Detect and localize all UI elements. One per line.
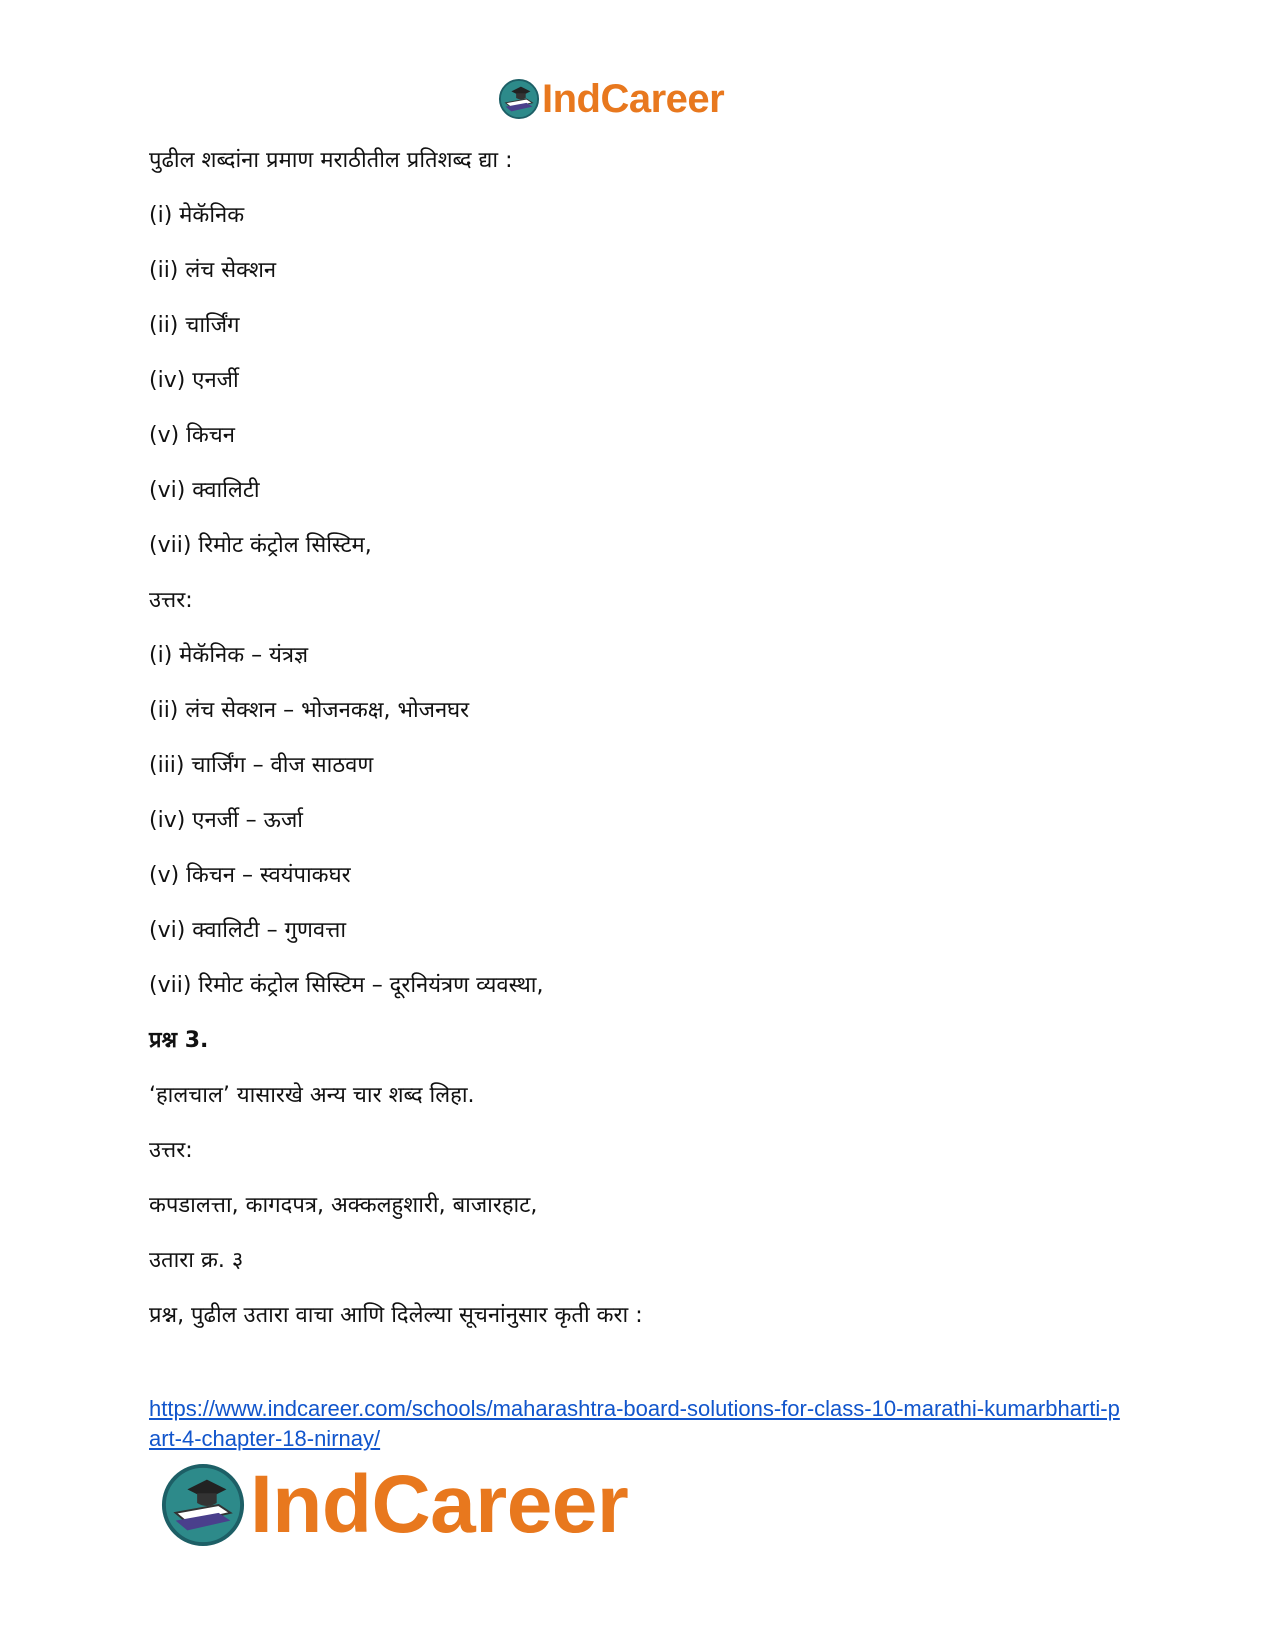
document-body <box>149 146 1149 1356</box>
answer-item: (i) मेकॅनिक – यंत्रज्ञ <box>149 643 309 668</box>
passage-instruction: प्रश्न, पुढील उतारा वाचा आणि दिलेल्या सूचनांनुसार कृती करा : <box>149 1303 643 1328</box>
question-text: ‘हालचाल’ यासारखे अन्य चार शब्द लिहा. <box>149 1083 475 1108</box>
passage-number: उतारा क्र. ३ <box>149 1248 244 1273</box>
answer-label: उत्तर: <box>149 588 193 613</box>
globe-book-icon <box>498 78 540 120</box>
answer-item: (iv) एनर्जी – ऊर्जा <box>149 808 303 833</box>
globe-book-icon <box>160 1462 246 1548</box>
list-item: (ii) चार्जिंग <box>149 313 240 338</box>
answer-item: (iii) चार्जिंग – वीज साठवण <box>149 753 374 778</box>
answer-item: (ii) लंच सेक्शन – भोजनकक्ष, भोजनघर <box>149 698 470 723</box>
source-link[interactable]: https://www.indcareer.com/schools/maharashtra-board-solutions-for-class-10-marathi-kumarbharti-part-4-chapter-18-nirnay/ <box>149 1396 1120 1451</box>
list-item: (v) किचन <box>149 423 235 448</box>
logo-wordmark: IndCareer <box>542 77 725 121</box>
list-item: (iv) एनर्जी <box>149 368 239 393</box>
answer-text: कपडालत्ता, कागदपत्र, अक्कलहुशारी, बाजारहाट, <box>149 1193 538 1218</box>
logo-wordmark: IndCareer <box>250 1459 629 1550</box>
list-item: (i) मेकॅनिक <box>149 203 245 228</box>
footer-logo <box>160 1460 628 1550</box>
answer-item: (vi) क्वालिटी – गुणवत्ता <box>149 918 347 943</box>
header-logo <box>498 78 724 120</box>
list-item: (vii) रिमोट कंट्रोल सिस्टिम, <box>149 533 372 558</box>
question-number: प्रश्न 3. <box>149 1028 209 1053</box>
question-heading: पुढील शब्दांना प्रमाण मराठीतील प्रतिशब्द द्या : <box>149 148 513 173</box>
answer-label: उत्तर: <box>149 1138 193 1163</box>
list-item: (ii) लंच सेक्शन <box>149 258 277 283</box>
list-item: (vi) क्वालिटी <box>149 478 260 503</box>
answer-item: (vii) रिमोट कंट्रोल सिस्टिम – दूरनियंत्रण व्यवस्था, <box>149 973 544 998</box>
answer-item: (v) किचन – स्वयंपाकघर <box>149 863 351 888</box>
